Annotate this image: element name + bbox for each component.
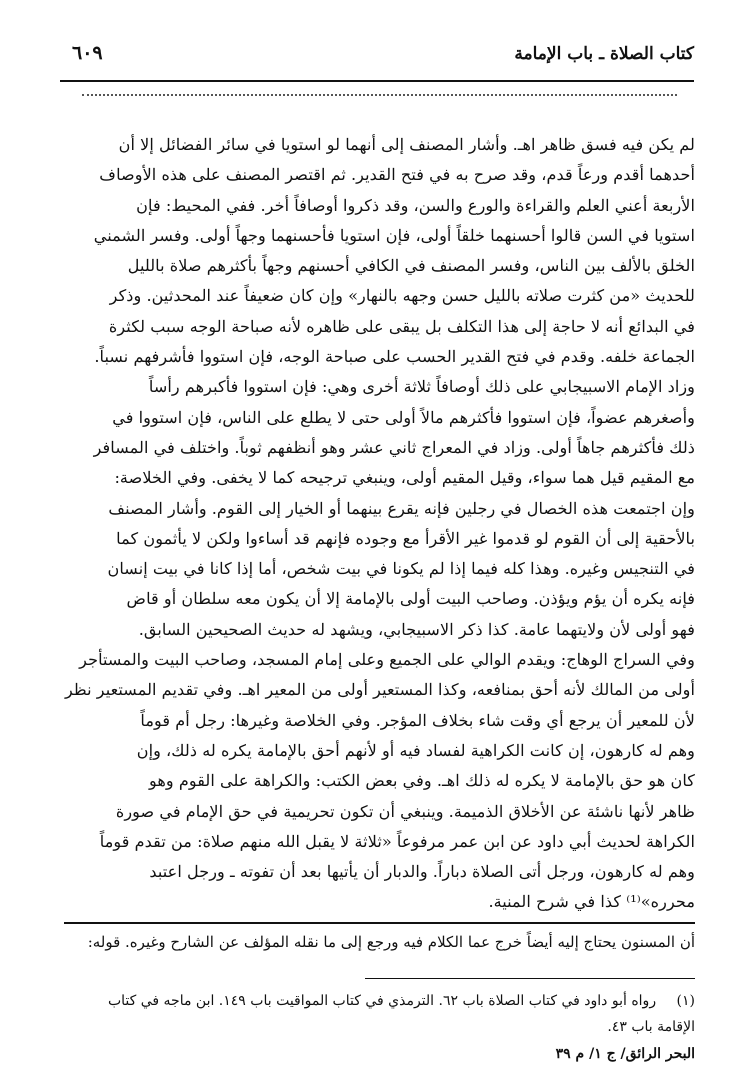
text-line: الجماعة خلفه. وقدم في فتح القدير الحسب على صباحة الوجه، فإن استووا فأشرفهم نسباً.: [94, 347, 695, 367]
text-line: فإنه يكره أن يؤم ويؤذن. وصاحب البيت أولى بالإمامة إلا أن يكون معه سلطان أو قاض: [126, 589, 695, 609]
text-line: للحديث «من كثرت صلاته بالليل حسن وجهه بالنهار» وإن كان ضعيفاً عند المحدثين. وذكر: [109, 286, 695, 306]
text-line: في التنجيس وغيره. وهذا كله فيما إذا لم يكونا في بيت شخص، أما إذا كانا في بيت إنسان: [107, 559, 695, 579]
text-line: ذلك فأكثرهم جاهاً أولى. وزاد في المعراج ثاني عشر وهو أنظفهم ثوباً. واختلف في المسافر: [93, 437, 695, 457]
commentary-separator: [64, 922, 695, 924]
text-line: كان هو حق بالإمامة لا يكره له ذلك اهـ. وفي بعض الكتب: والكراهة على القوم وهو: [149, 771, 695, 791]
footnote-marker: (١): [676, 993, 695, 1009]
footnote-line: الإقامة باب ٤٣.: [607, 1019, 695, 1035]
text-line: وزاد الإمام الاسبيجابي على ذلك أوصافاً ثلاثة أخرى وهي: فإن استووا فأكبرهم رأساً: [148, 377, 695, 397]
text-line: أولى من المالك لأنه أحق بمنافعه، وكذا المستعير أولى من المعير اهـ. وفي تقديم المستعير نظر: [64, 680, 695, 700]
text-line: لم يكن فيه فسق ظاهر اهـ. وأشار المصنف إلى أنهما لو استويا في سائر الفضائل إلا أن: [118, 135, 695, 154]
text-line: في البدائع أنه لا حاجة إلى هذا التكلف بل يبقى على ظاهره لأنه صباحة الوجه سبب لكثرة: [108, 316, 695, 336]
printer-signature: البحر الرائق/ ج ١/ م ٣٩: [555, 1046, 695, 1062]
text-line: ظاهر لأنها ناشئة عن الأخلاق الذميمة. وينبغي أن تكون تحريمية في حق الإمام في صورة: [115, 801, 695, 821]
text-line: وإن اجتمعت هذه الخصال في رجلين فإنه يقرع بينهما أو الخيار إلى القوم. وأشار المصنف: [108, 498, 695, 518]
text-line: الكراهة لحديث أبي داود عن ابن عمر مرفوعاً «ثلاثة لا يقبل الله منهم صلاة: من تقدم قوماً: [99, 831, 695, 851]
commentary-text: أن المسنون يحتاج إليه أيضاً خرج عما الكلام فيه ورجع إلى ما نقله المؤلف عن الشارح وغيره. قوله:: [87, 933, 695, 951]
text-line: فهو أولى لأن ولايتهما عامة. كذا ذكر الاسبيجابي، ويشهد له حديث الصحيحين السابق.: [138, 619, 695, 639]
running-title: كتاب الصلاة ـ باب الإمامة: [514, 44, 694, 64]
text-line: وأصغرهم عضواً، فإن استووا فأكثرهم مالاً أولى حتى لا يطلع على الناس، فإن استووا في: [112, 407, 695, 427]
text-line: أحدهما أقدم ورعاً قدم، وقد صرح به في فتح القدير. ثم اقتصر المصنف على هذه الأوصاف: [99, 165, 695, 185]
text-line: بالأحقية إلى أن القوم لو قدموا غير الأقرأ مع وجوده فإنهم قد أساءوا ولكن لا يأثمون كما: [116, 528, 695, 548]
text-line: وهم له كارهون، ورجل أتى الصلاة دباراً. والدبار أن يأتيها بعد أن تفوته ـ ورجل اعتبد: [149, 862, 695, 882]
footnote-citation: رواه أبو داود في كتاب الصلاة باب ٦٢. الترمذي في كتاب المواقيت باب ١٤٩. ابن ماجه في كتاب: [107, 993, 657, 1009]
footnote-divider: [365, 978, 695, 979]
text-line: محرره»⁽¹⁾ كذا في شرح المنية.: [488, 892, 695, 912]
page-number: ٦٠٩: [72, 42, 103, 64]
text-line: الأربعة أعني العلم والقراءة والورع والسن، وقد ذكروا أوصافاً أخر. ففي المحيط: فإن: [136, 195, 695, 215]
footnote-line: [64, 988, 695, 1014]
text-line: استويا في السن قالوا أحسنهما خلقاً أولى، فإن استويا فأحسنهما وجهاً أولى. وفسر الشمني: [93, 225, 695, 245]
text-line: الخلق بالألف بين الناس، وفسر المصنف في الكافي أحسنهم وجهاً بأكثرهم صلاة بالليل: [127, 256, 695, 276]
footnote: [64, 988, 695, 1040]
text-line: وفي السراج الوهاج: ويقدم الوالي على الجميع وعلى إمام المسجد، وصاحب البيت والمستأجر: [79, 650, 695, 670]
text-line: لأن للمعير أن يرجع أي وقت شاء بخلاف المؤجر. وفي الخلاصة وغيرها: رجل أم قوماً: [140, 710, 695, 730]
dotted-divider: [82, 94, 677, 96]
text-line: مع المقيم قيل هما سواء، وقيل المقيم أولى، وينبغي ترجيحه كما لا يخفى. وفي الخلاصة:: [114, 468, 695, 488]
running-header: [60, 40, 694, 82]
main-text-body: [64, 130, 695, 918]
text-line: وهم له كارهون، إن كانت الكراهية لفساد فيه أو لأنهم أحق بالإمامة يكره له ذلك، وإن: [136, 740, 695, 760]
